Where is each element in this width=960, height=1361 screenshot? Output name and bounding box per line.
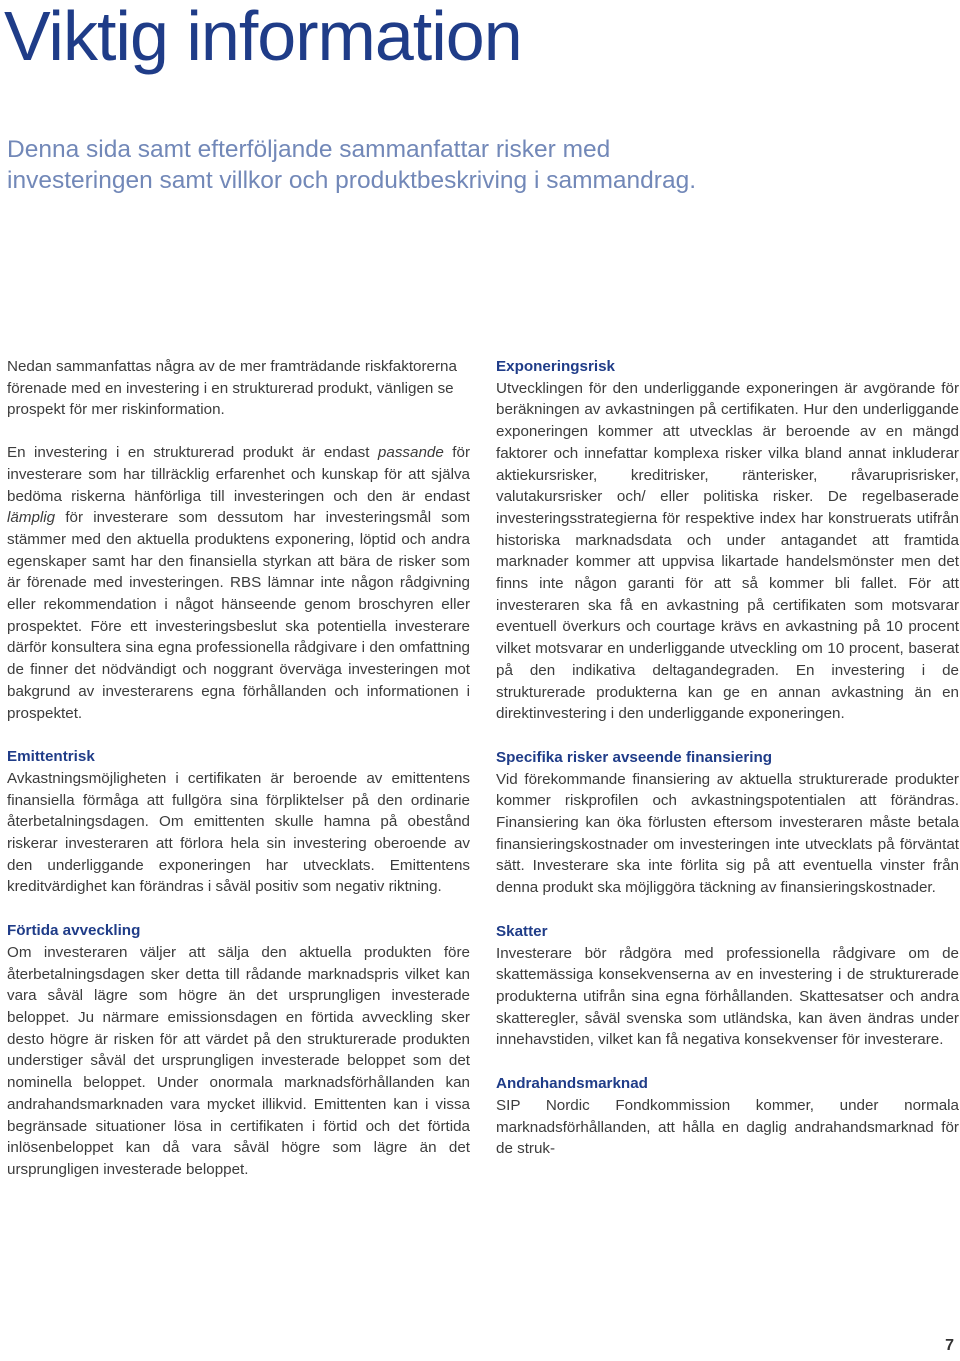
early-termination-heading: Förtida avveckling <box>7 922 141 940</box>
page-title: Viktig information <box>4 0 522 75</box>
suitability-paragraph <box>7 442 470 724</box>
suitability-emphasis-passande: passande <box>377 444 444 462</box>
page-number: 7 <box>945 1337 954 1354</box>
suitability-text-2: för investerare som har tillräcklig erfarenhet och kunskap för att själva bedöma riskerna hänförliga till investeringen och den är endast <box>7 444 470 505</box>
suitability-text-3: för investerare som dessutom har investeringsmål som stämmer med den aktuella produktens exponering, löptid och andra egenskaper samt har den finansiella styrkan att bära de risker som är förenade med investeringen. RBS lämnar inte någon rådgivning eller rekommendation i något hänseende genom broschyren eller prospektet. Före ett investeringsbeslut ska potentiella investerare därför konsultera sina egna professionella rådgivare i den omfattning de finner det nödvändigt och noggrant överväga investeringen mot bakgrund av investerarens egna förhållanden och informationen i prospektet. <box>7 509 470 722</box>
secondary-market-text: SIP Nordic Fondkommission kommer, under normala marknadsförhållanden, att hålla en daglig andrahandsmarknad för de struk- <box>496 1096 959 1158</box>
issuer-risk-heading: Emittentrisk <box>7 748 95 766</box>
lead-paragraph: Denna sida samt efterföljande sammanfattar risker med investeringen samt villkor och produktbeskriving i sammandrag. <box>7 136 697 194</box>
taxes-heading: Skatter <box>496 922 548 940</box>
right-column <box>496 356 959 1160</box>
secondary-market-heading: Andrahandsmarknad <box>496 1075 648 1093</box>
exposure-risk-heading: Exponeringsrisk <box>496 358 616 375</box>
issuer-risk-text: Avkastningsmöjligheten i certifikaten är beroende av emittentens finansiella förmåga att fullgöra sina förpliktelser på den ordinarie återbetalningsdagen. Om emittenten skulle hamna på obestånd riskerar investeraren att förlora hela sin investering oberoende av den underliggande exponeringen har utvecklats. Emittentens kreditvärdighet kan förändras i såväl positiv som negativ riktning. <box>7 769 470 896</box>
left-column <box>7 356 470 1181</box>
taxes-text: Investerare bör rådgöra med professionella rådgivare om de skattemässiga konsekvenserna av en investering i de strukturerade produkterna utifrån sina egna förhållanden. Skattesatser och andra skatteregler, såväl svenska som utländska, kan även ändras under innehavstiden, vilket kan få negativa konsekvenser för investerare. <box>496 944 959 1049</box>
financing-risk-heading: Specifika risker avseende finansiering <box>496 748 773 766</box>
early-termination-text: Om investeraren väljer att sälja den aktuella produkten före återbetalningsdagen sker detta till rådande marknadspris vilket kan vara såväl lägre som högre än det ursprungligen investerade beloppet. Ju närmare emissionsdagen en förtida avveckling sker desto högre är risken för att värdet på den strukturerade produkten understiger såväl det ursprungligen investerade beloppet som det nominella beloppet. Under onormala marknadsförhållanden kan andrahandsmarknaden vara mycket illikvid. Emittenten kan i vissa begränsade situationer lösa in certifikaten i förtid och det förtida inlösenbeloppet kan då vara såväl högre som lägre än det ursprungligen investerade beloppet. <box>7 943 470 1178</box>
exposure-risk-text: Utvecklingen för den underliggande exponeringen är avgörande för beräkningen av avkastningen på certifikaten. Hur den underliggande exponeringen kommer att utvecklas är beroende av en mängd faktorer och innefattar komplexa risker vilka bland annat inkluderar aktiekursrisker, kreditrisker, ränterisker, råvaruprisrisker, valutakursrisker och/ eller politiska risker. De regelbaserade investeringsstrategierna för respektive index har konstruerats utifrån historiska marknadsdata och under antagandet att framtida marknader kommer att uppvisa likartade handelsmönster men det finns inte någon garanti för att så kommer bli fallet. För att investeraren ska få en avkastning på certifikaten som motsvarar eventuell överkurs och courtage krävs en avkastning på 10 procent vilket motsvarar en underliggande utveckling om 10 procent, baserat på den indikativa deltagandegraden. En investering i de strukturerade produkterna kan ge en annan avkastning än en direktinvestering i den underliggande exponeringen. <box>496 379 959 723</box>
suitability-text-1: En investering i en strukturerad produkt är endast <box>7 444 378 462</box>
suitability-emphasis-lamplig: lämplig <box>7 509 56 527</box>
intro-paragraph: Nedan sammanfattas några av de mer framträdande riskfaktorerna förenade med en investering i en strukturerad produkt, vänligen se prospekt för mer riskinformation. <box>7 358 457 419</box>
financing-risk-text: Vid förekommande finansiering av aktuella strukturerade produkter kommer riskprofilen och avkastningspotentialen att förändras. Finansiering kan öka förlusten eftersom investeraren måste betala finansieringskostnader om investeringen inte utvecklats på förväntat sätt. Investerare ska inte förlita sig på att eventuella vinster från denna produkt ska möjliggöra täckning av finansieringskostnader. <box>496 770 959 897</box>
